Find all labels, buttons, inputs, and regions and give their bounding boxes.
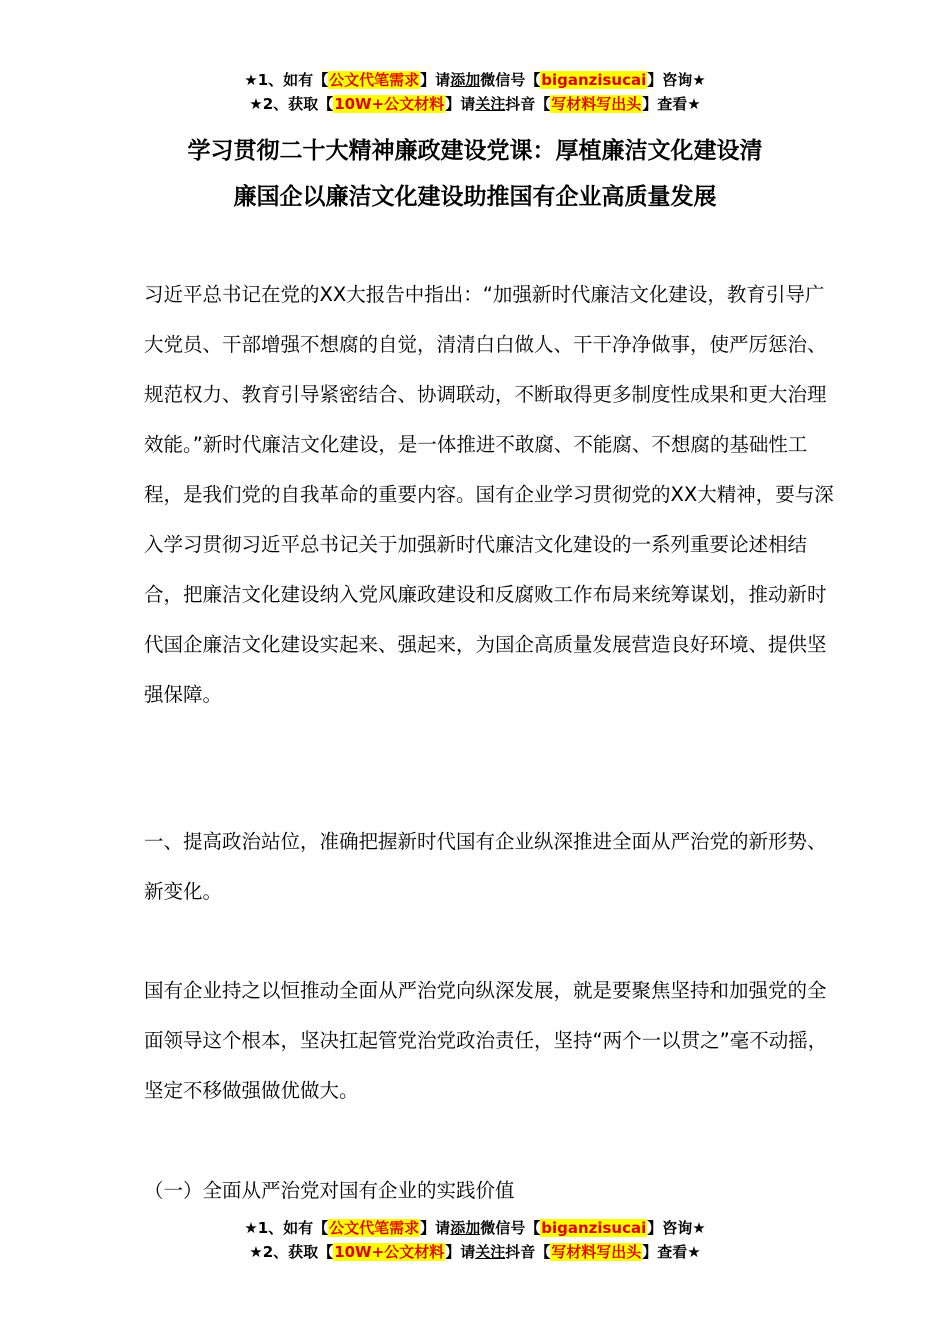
section-heading-1: 一、提高政治站位，准确把握新时代国有企业纵深推进全面从严治党的新形势、新变化。 [144, 830, 827, 903]
promo-line-2: ★2、获取【10W+公文材料】请关注抖音【写材料写出头】查看★ [249, 1243, 701, 1261]
promo-line-1: ★1、如有【公文代笔需求】请添加微信号【biganzisucai】咨询★ [244, 71, 706, 89]
promo-banner-top [0, 68, 950, 116]
subsection-heading-1: （一）全面从严治党对国有企业的实践价值 [144, 1179, 515, 1202]
promo-line-1: ★1、如有【公文代笔需求】请添加微信号【biganzisucai】咨询★ [244, 1219, 706, 1237]
promo-line-2: ★2、获取【10W+公文材料】请关注抖音【写材料写出头】查看★ [249, 95, 701, 113]
title-line-2: 廉国企以廉洁文化建设助推国有企业高质量发展 [233, 184, 717, 210]
document-title [110, 128, 840, 220]
paragraph-intro: 习近平总书记在党的XX大报告中指出：“加强新时代廉洁文化建设，教育引导广大党员、干部增强不想腐的自觉，清清白白做人、干干净净做事，使严厉惩治、规范权力、教育引导紧密结合、协调联动，不断取得更多制度性成果和更大治理效能。”新时代廉洁文化建设，是一体推进不敢腐、不能腐、不想腐的基础性工程，是我们党的自我革命的重要内容。国有企业学习贯彻党的XX大精神，要与深入学习贯彻习近平总书记关于加强新时代廉洁文化建设的一系列重要论述相结合，把廉洁文化建设纳入党风廉政建设和反腐败工作布局来统筹谋划，推动新时代国企廉洁文化建设实起来、强起来，为国企高质量发展营造良好环境、提供坚强保障。 [144, 283, 834, 706]
highlight-douyin-id: 写材料写出头 [551, 95, 642, 113]
highlight-service: 公文代笔需求 [329, 71, 420, 89]
highlight-wechat-id: biganzisucai [541, 1219, 647, 1237]
highlight-materials: 10W+公文材料 [334, 95, 445, 113]
highlight-wechat-id: biganzisucai [541, 71, 647, 89]
title-line-1: 学习贯彻二十大精神廉政建设党课：厚植廉洁文化建设清 [187, 138, 763, 164]
highlight-douyin-id: 写材料写出头 [551, 1243, 642, 1261]
highlight-materials: 10W+公文材料 [334, 1243, 445, 1261]
paragraph-section-1: 国有企业持之以恒推动全面从严治党向纵深发展，就是要聚焦坚持和加强党的全面领导这个根本，坚决扛起管党治党政治责任，坚持“两个一以贯之”毫不动摇，坚定不移做强做优做大。 [144, 979, 828, 1102]
promo-banner-bottom [0, 1216, 950, 1264]
highlight-service: 公文代笔需求 [329, 1219, 420, 1237]
